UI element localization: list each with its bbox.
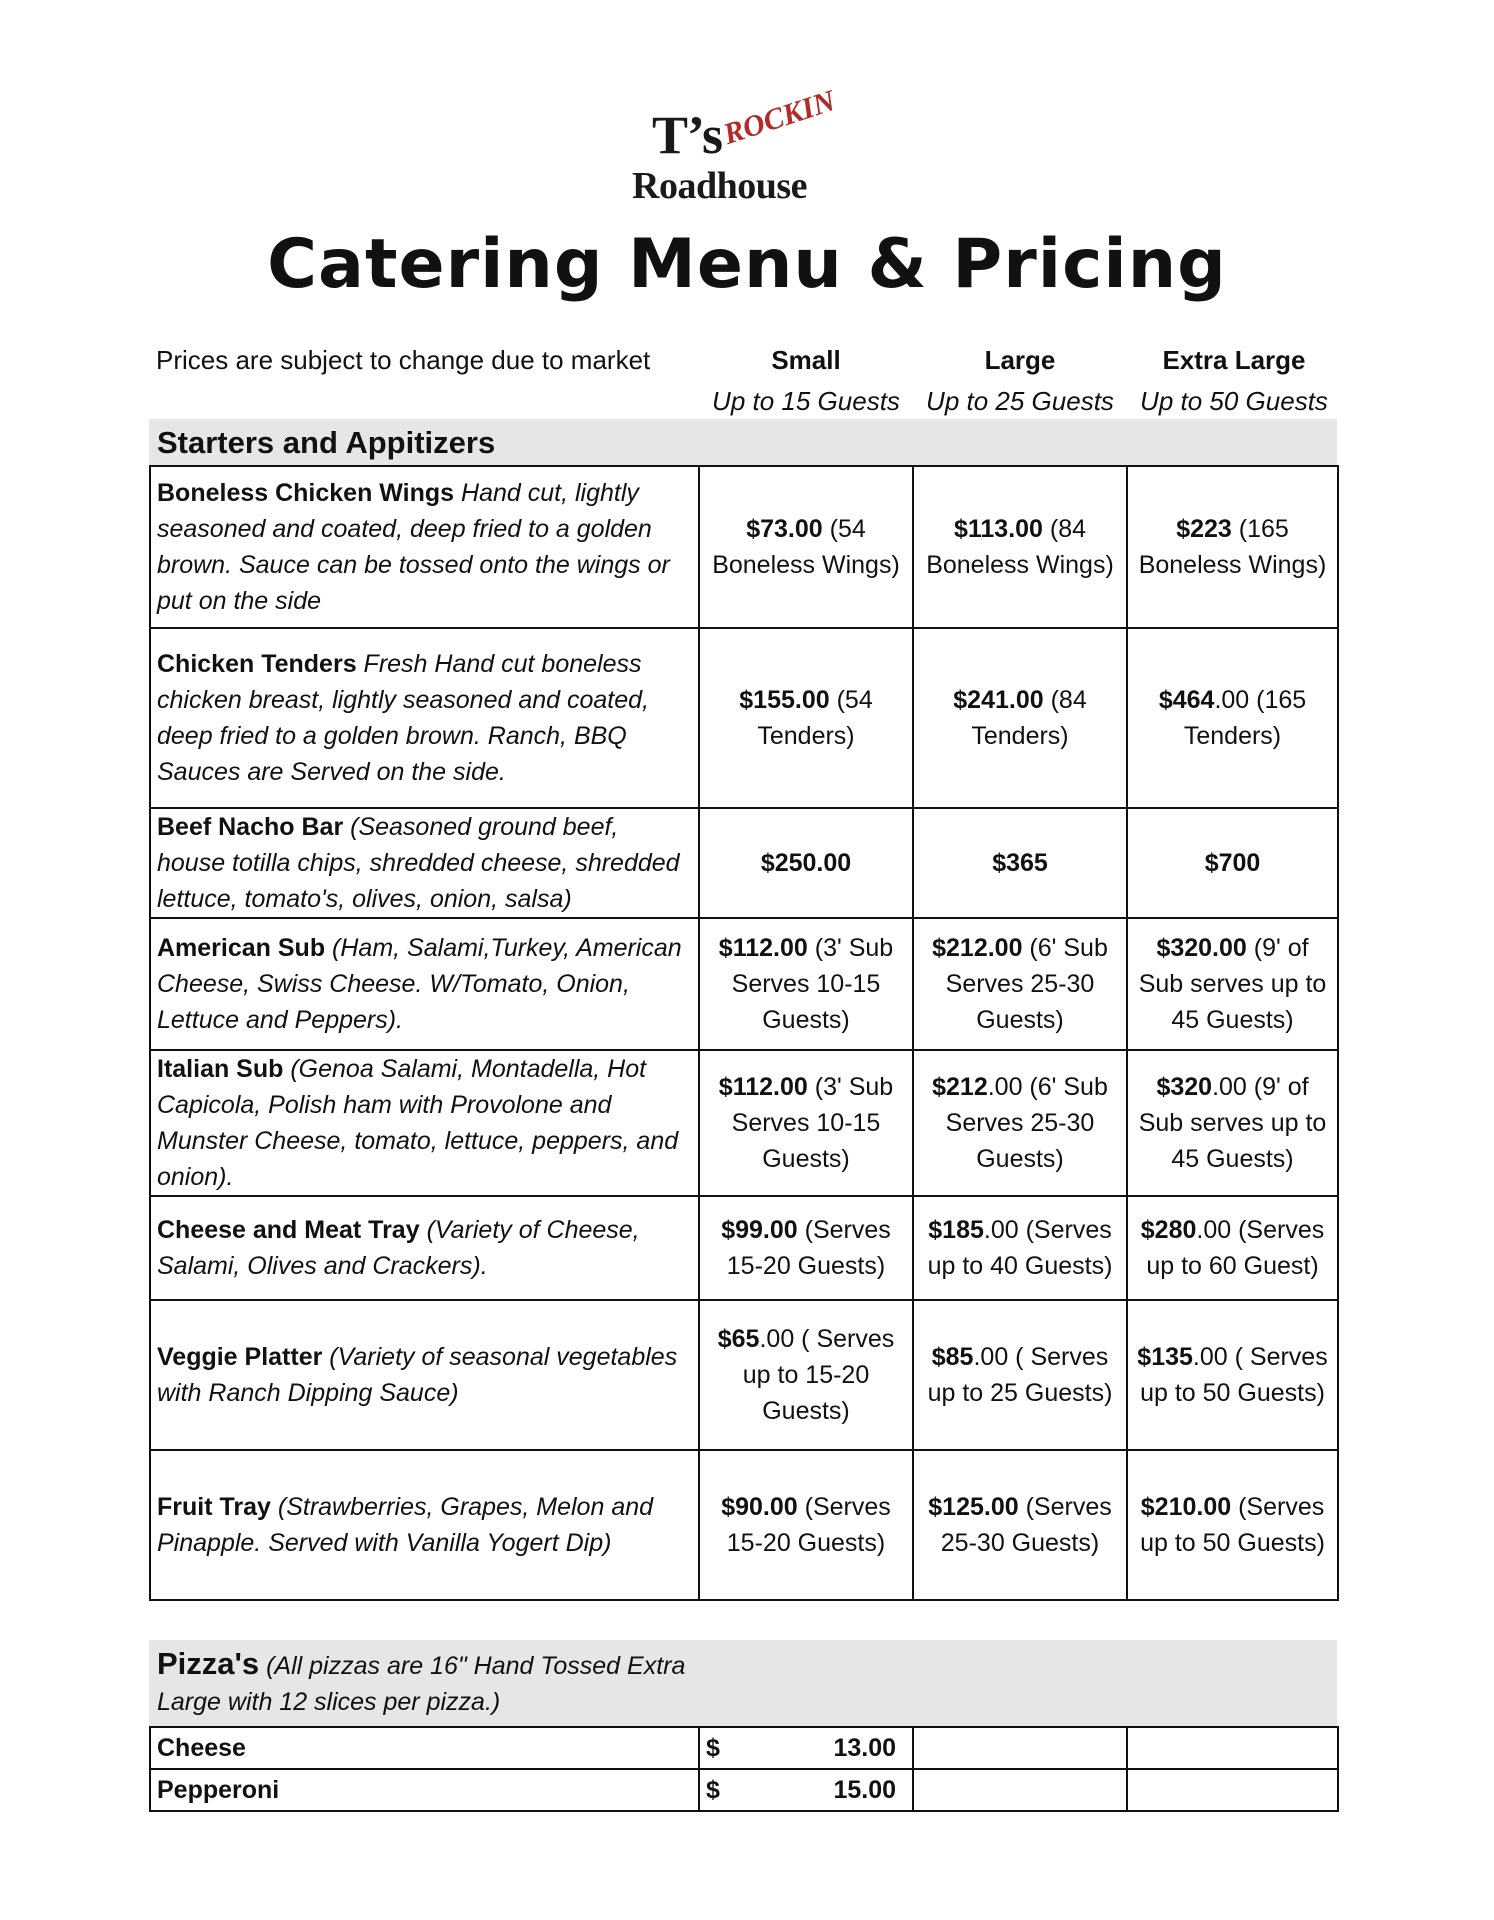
pizza-table <box>149 1726 1339 1812</box>
price-amount: $320 <box>1156 1073 1213 1101</box>
price-detail: (165 Boneless Wings) <box>1138 515 1327 579</box>
column-large-sub: Up to 25 Guests <box>926 386 1114 416</box>
item-description-cell <box>150 1050 699 1196</box>
empty-cell <box>1127 1727 1338 1769</box>
price-cell-large <box>913 1050 1127 1196</box>
price-amount: $212.00 <box>932 934 1023 962</box>
column-small-sub: Up to 15 Guests <box>712 386 900 416</box>
empty-cell <box>913 1727 1127 1769</box>
price-cell-large <box>913 466 1127 628</box>
item-description-cell <box>150 1196 699 1300</box>
menu-row-italian-sub <box>150 1050 1338 1196</box>
price-cell-small <box>699 628 913 808</box>
price-amount: $464 <box>1158 686 1215 714</box>
price-note: Prices are subject to change due to market <box>156 345 651 375</box>
price-amount: $365 <box>992 849 1048 877</box>
pizza-title: Pizza's <box>157 1646 260 1681</box>
menu-row-cheese-meat-tray <box>150 1196 1338 1300</box>
price-detail: (6' Sub Serves 25-30 Guests) <box>945 934 1108 1034</box>
page-title: Catering Menu & Pricing <box>267 225 1227 304</box>
item-name: Beef Nacho Bar <box>157 813 344 841</box>
price-detail: .00 ( Serves up to 15-20 Guests) <box>742 1325 895 1425</box>
price-detail: (Serves 25-30 Guests) <box>940 1493 1112 1557</box>
pizza-section-header <box>149 1640 1337 1726</box>
price-detail: .00 (Serves up to 40 Guests) <box>927 1216 1113 1280</box>
pizza-row <box>150 1769 1338 1811</box>
price-amount: $185 <box>928 1216 984 1244</box>
pizza-name: Cheese <box>150 1727 699 1769</box>
item-name: Veggie Platter <box>157 1343 323 1371</box>
item-description: (Ham, Salami,Turkey, American Cheese, Swiss Cheese. W/Tomato, Onion, Lettuce and Peppers). <box>157 934 682 1034</box>
price-amount: $320.00 <box>1156 934 1247 962</box>
column-xlarge-sub: Up to 50 Guests <box>1140 386 1328 416</box>
pizza-price: 13.00 <box>833 1734 896 1762</box>
column-small-header <box>699 345 913 417</box>
price-detail: (Serves up to 50 Guests) <box>1140 1493 1325 1557</box>
pizza-row <box>150 1727 1338 1769</box>
menu-row-tenders <box>150 628 1338 808</box>
price-amount: $73.00 <box>746 515 823 543</box>
item-name: Chicken Tenders <box>157 650 357 678</box>
menu-row-american-sub <box>150 918 1338 1050</box>
pizza-price: 15.00 <box>833 1776 896 1804</box>
column-xlarge-label: Extra Large <box>1162 345 1306 375</box>
menu-row-wings <box>150 466 1338 628</box>
price-detail: (Serves 15-20 Guests) <box>726 1493 891 1557</box>
logo-roadhouse-text: Roadhouse <box>632 165 807 207</box>
price-amount: $223 <box>1176 515 1232 543</box>
price-detail: (54 Boneless Wings) <box>712 515 900 579</box>
price-detail: (3' Sub Serves 10-15 Guests) <box>731 934 894 1034</box>
item-description-cell <box>150 808 699 918</box>
price-amount: $99.00 <box>721 1216 798 1244</box>
price-cell-xlarge <box>1127 628 1338 808</box>
price-cell-large <box>913 1300 1127 1450</box>
price-cell-small <box>699 808 913 918</box>
column-xlarge-header <box>1127 345 1341 417</box>
item-name: Fruit Tray <box>157 1493 271 1521</box>
price-amount: $85 <box>931 1343 974 1371</box>
price-cell-small <box>699 1300 913 1450</box>
logo-rockin-text: ROCKIN <box>719 84 840 152</box>
price-detail: .00 (9' of Sub serves up to 45 Guests) <box>1138 1073 1327 1173</box>
price-cell-xlarge <box>1127 808 1338 918</box>
price-detail: .00 (6' Sub Serves 25-30 Guests) <box>945 1073 1108 1173</box>
price-amount: $250.00 <box>760 849 852 877</box>
price-cell-xlarge <box>1127 1300 1338 1450</box>
starters-table <box>149 465 1339 1601</box>
price-amount: $210.00 <box>1140 1493 1232 1521</box>
price-cell-large <box>913 628 1127 808</box>
price-cell-xlarge <box>1127 918 1338 1050</box>
price-cell-xlarge <box>1127 1196 1338 1300</box>
pizza-price-cell <box>699 1727 913 1769</box>
price-amount: $90.00 <box>721 1493 798 1521</box>
restaurant-logo <box>610 84 860 210</box>
price-detail: (84 Boneless Wings) <box>926 515 1114 579</box>
starters-title: Starters and Appitizers <box>157 425 496 460</box>
menu-row-fruit-tray <box>150 1450 1338 1600</box>
price-cell-small <box>699 918 913 1050</box>
price-amount: $241.00 <box>953 686 1044 714</box>
item-name: Boneless Chicken Wings <box>157 479 455 507</box>
price-cell-small <box>699 466 913 628</box>
starters-section-header <box>149 419 1337 465</box>
pizza-name: Pepperoni <box>150 1769 699 1811</box>
price-amount: $112.00 <box>718 934 808 962</box>
price-cell-xlarge <box>1127 1050 1338 1196</box>
price-amount: $155.00 <box>739 686 830 714</box>
menu-row-veggie-platter <box>150 1300 1338 1450</box>
item-description-cell <box>150 1300 699 1450</box>
price-amount: $700 <box>1204 849 1261 877</box>
price-amount: $112.00 <box>718 1073 808 1101</box>
item-name: American Sub <box>157 934 326 962</box>
price-amount: $212 <box>932 1073 988 1101</box>
price-cell-large <box>913 1450 1127 1600</box>
currency-symbol: $ <box>706 1776 720 1804</box>
price-detail: (9' of Sub serves up to 45 Guests) <box>1138 934 1327 1034</box>
pizza-note: (All pizzas are 16" Hand Tossed Extra Large with 12 slices per pizza.) <box>157 1652 686 1716</box>
empty-cell <box>1127 1769 1338 1811</box>
price-amount: $113.00 <box>953 515 1043 543</box>
item-description: (Seasoned ground beef, house totilla chips, shredded cheese, shredded lettuce, tomato's, olives, onion, salsa) <box>157 813 680 913</box>
price-cell-xlarge <box>1127 466 1338 628</box>
item-description-cell <box>150 1450 699 1600</box>
price-cell-large <box>913 1196 1127 1300</box>
price-detail: (54 Tenders) <box>757 686 873 750</box>
price-detail: .00 (Serves up to 60 Guest) <box>1146 1216 1325 1280</box>
item-description: (Genoa Salami, Montadella, Hot Capicola, Polish ham with Provolone and Munster Cheese, tomato, lettuce, peppers, and onion). <box>157 1055 679 1191</box>
item-description: (Strawberries, Grapes, Melon and Pinapple. Served with Vanilla Yogert Dip) <box>157 1493 654 1557</box>
column-large-header <box>913 345 1127 417</box>
price-amount: $280 <box>1140 1216 1197 1244</box>
price-detail: .00 (165 Tenders) <box>1183 686 1307 750</box>
price-cell-small <box>699 1050 913 1196</box>
price-amount: $65 <box>717 1325 760 1353</box>
item-description: (Variety of Cheese, Salami, Olives and Crackers). <box>157 1216 640 1280</box>
item-description: Hand cut, lightly seasoned and coated, deep fried to a golden brown. Sauce can be tossed onto the wings or put on the side <box>157 479 670 615</box>
column-large-label: Large <box>984 345 1056 375</box>
empty-cell <box>913 1769 1127 1811</box>
item-description-cell <box>150 466 699 628</box>
menu-row-nacho-bar <box>150 808 1338 918</box>
logo-ts-text: T’s <box>652 105 723 165</box>
item-name: Italian Sub <box>157 1055 284 1083</box>
price-cell-xlarge <box>1127 1450 1338 1600</box>
pizza-price-cell <box>699 1769 913 1811</box>
price-cell-small <box>699 1196 913 1300</box>
price-detail: (84 Tenders) <box>971 686 1087 750</box>
price-detail: .00 ( Serves up to 25 Guests) <box>927 1343 1113 1407</box>
column-small-label: Small <box>771 345 841 375</box>
item-description-cell <box>150 918 699 1050</box>
item-description-cell <box>150 628 699 808</box>
price-detail: (3' Sub Serves 10-15 Guests) <box>731 1073 894 1173</box>
item-description: Fresh Hand cut boneless chicken breast, lightly seasoned and coated, deep fried to a golden brown. Ranch, BBQ Sauces are Served on the side. <box>157 650 649 786</box>
currency-symbol: $ <box>706 1734 720 1762</box>
item-description: (Variety of seasonal vegetables with Ranch Dipping Sauce) <box>157 1343 678 1407</box>
price-detail: (Serves 15-20 Guests) <box>726 1216 891 1280</box>
price-amount: $125.00 <box>928 1493 1019 1521</box>
price-cell-large <box>913 918 1127 1050</box>
price-detail: .00 ( Serves up to 50 Guests) <box>1140 1343 1328 1407</box>
price-cell-large <box>913 808 1127 918</box>
price-cell-small <box>699 1450 913 1600</box>
item-name: Cheese and Meat Tray <box>157 1216 420 1244</box>
price-amount: $135 <box>1137 1343 1193 1371</box>
